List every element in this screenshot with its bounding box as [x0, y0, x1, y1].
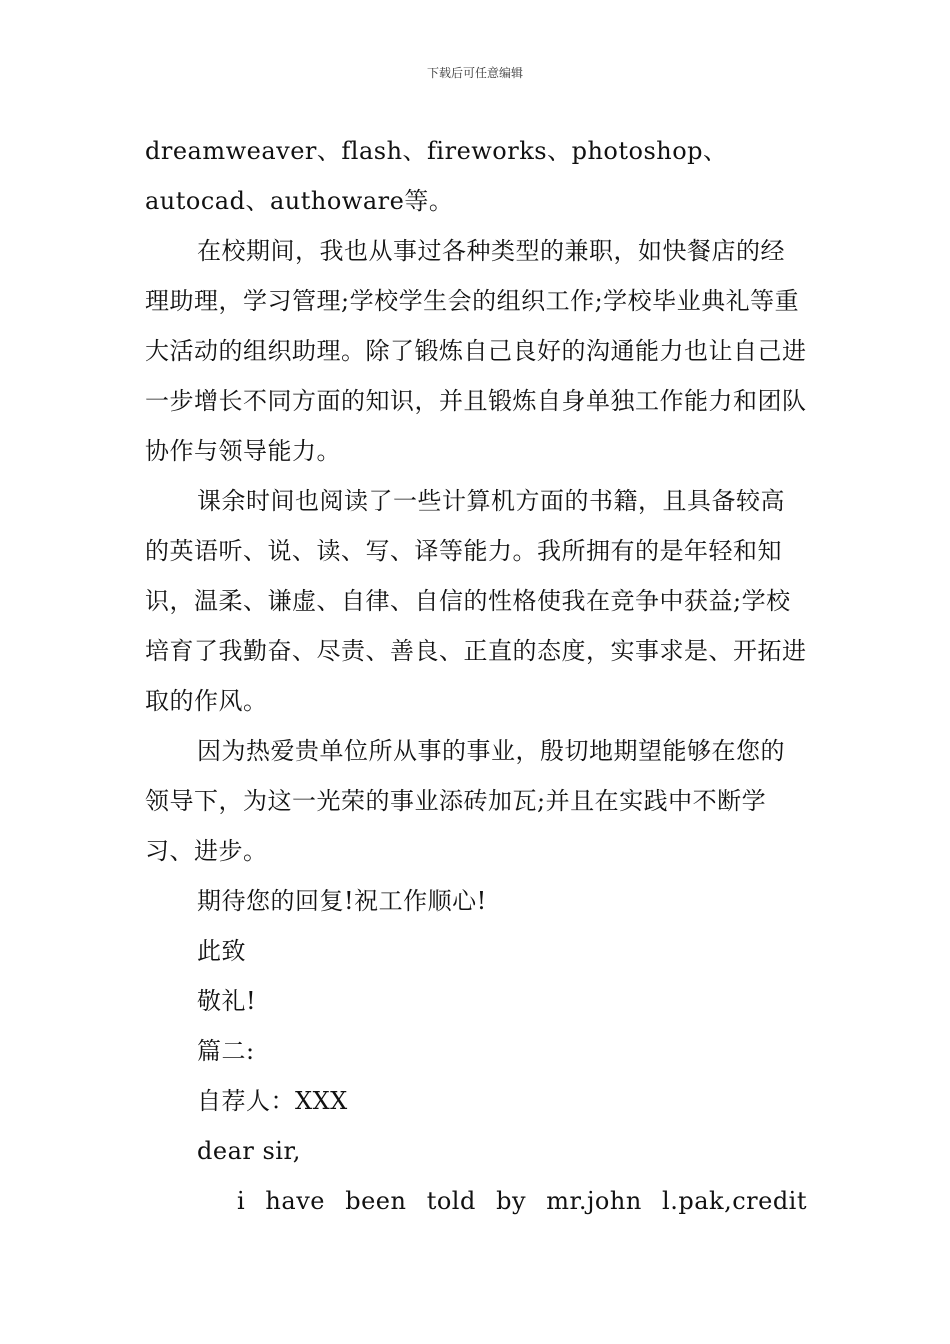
section-heading: 篇二:: [197, 1037, 255, 1065]
document-body: [145, 126, 807, 1226]
page-header: 下载后可任意编辑: [426, 66, 523, 80]
closing-wish: 期待您的回复!祝工作顺心!: [197, 887, 487, 915]
paragraph-parttime: 在校期间，我也从事过各种类型的兼职，如快餐店的经理助理，学习管理;学校学生会的组织工作;学校毕业典礼等重大活动的组织助理。除了锻炼自己良好的沟通能力也让自己进一步增长不同方面的知识，并且锻炼自身单独工作能力和团队协作与领导能力。: [145, 237, 807, 465]
salutation-line1: 此致: [197, 937, 246, 965]
salutation-line2: 敬礼!: [197, 987, 257, 1015]
paragraph-aspiration: 因为热爱贵单位所从事的事业，殷切地期望能够在您的领导下，为这一光荣的事业添砖加瓦;并且在实践中不断学习、进步。: [145, 737, 785, 865]
greeting-line: dear sir,: [197, 1137, 301, 1165]
english-letter-start: i have been told by mr.john l.pak,credit: [237, 1187, 807, 1215]
paragraph-skills: 课余时间也阅读了一些计算机方面的书籍，且具备较高的英语听、说、读、写、译等能力。我所拥有的是年轻和知识，温柔、谦虚、自律、自信的性格使我在竞争中获益;学校培育了我勤奋、尽责、善良、正直的态度，实事求是、开拓进取的作风。: [145, 487, 807, 715]
paragraph-software-list: dreamweaver、flash、fireworks、photoshop、autocad、authoware等。: [145, 137, 728, 215]
recommender-line: 自荐人：XXX: [197, 1087, 348, 1115]
